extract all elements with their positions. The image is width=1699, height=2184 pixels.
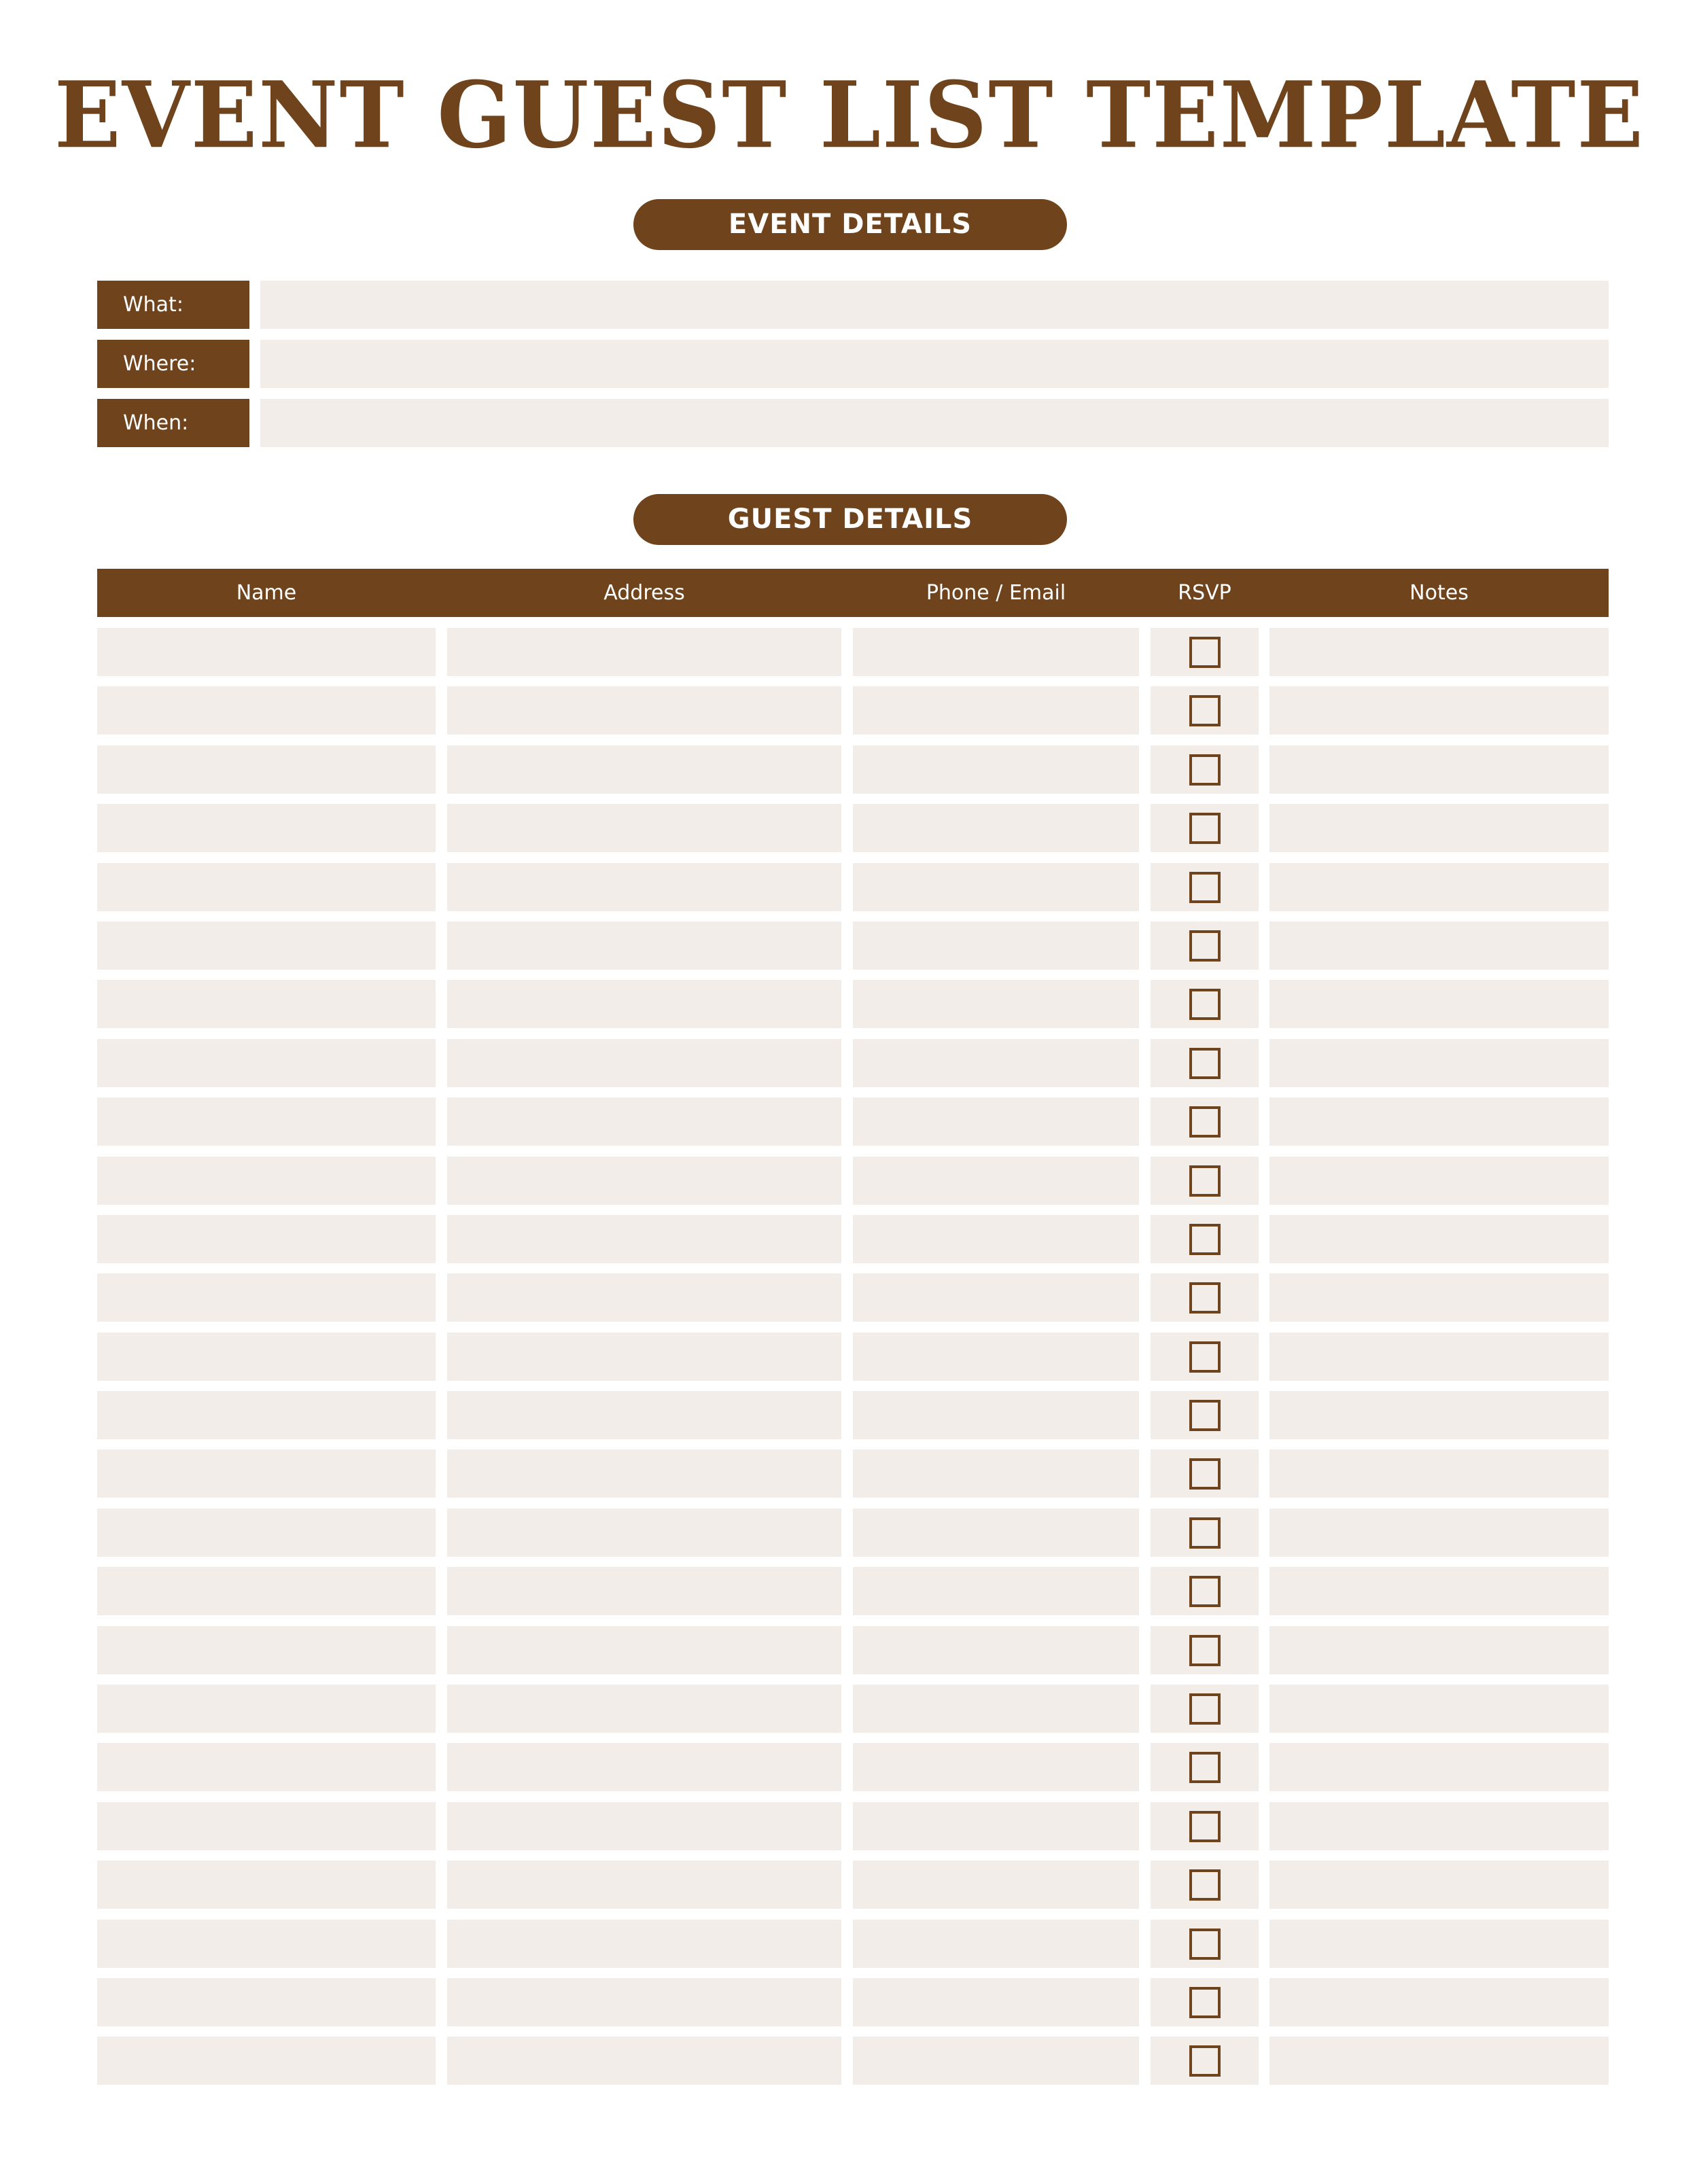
rsvp-cell [1151,1391,1259,1439]
address-cell[interactable] [447,1626,841,1674]
rsvp-cell [1151,1039,1259,1087]
phone-email-cell[interactable] [853,1333,1139,1381]
rsvp-checkbox[interactable] [1189,1752,1221,1783]
rsvp-cell [1151,1215,1259,1263]
table-row [97,1391,1609,1439]
rsvp-cell [1151,921,1259,970]
address-cell[interactable] [447,921,841,970]
rsvp-cell [1151,980,1259,1028]
rsvp-checkbox[interactable] [1189,637,1221,668]
phone-email-cell[interactable] [853,1157,1139,1205]
where-field[interactable] [260,340,1609,388]
table-row [97,1567,1609,1615]
rsvp-checkbox[interactable] [1189,1928,1221,1960]
name-cell[interactable] [97,1391,436,1439]
phone-email-cell[interactable] [853,1802,1139,1850]
notes-cell[interactable] [1269,1273,1609,1322]
address-cell[interactable] [447,1391,841,1439]
phone-email-cell[interactable] [853,2037,1139,2085]
address-cell[interactable] [447,1685,841,1733]
table-row [97,863,1609,911]
rsvp-checkbox[interactable] [1189,2045,1221,2077]
name-cell[interactable] [97,980,436,1028]
address-cell[interactable] [447,628,841,676]
table-row [97,1978,1609,2026]
name-cell[interactable] [97,863,436,911]
rsvp-checkbox[interactable] [1189,1869,1221,1901]
notes-cell[interactable] [1269,1920,1609,1968]
table-row [97,1273,1609,1322]
rsvp-cell [1151,1449,1259,1498]
notes-cell[interactable] [1269,1215,1609,1263]
address-cell[interactable] [447,1861,841,1909]
notes-cell[interactable] [1269,863,1609,911]
notes-cell[interactable] [1269,1626,1609,1674]
name-cell[interactable] [97,1861,436,1909]
notes-cell[interactable] [1269,1449,1609,1498]
detail-row-when [97,399,1609,447]
rsvp-checkbox[interactable] [1189,1048,1221,1079]
address-cell[interactable] [447,1743,841,1791]
column-header-phone-email: Phone / Email [926,581,1066,605]
notes-cell[interactable] [1269,1567,1609,1615]
name-cell[interactable] [97,1920,436,1968]
table-row [97,1626,1609,1674]
notes-cell[interactable] [1269,1333,1609,1381]
phone-email-cell[interactable] [853,1391,1139,1439]
name-cell[interactable] [97,1626,436,1674]
address-cell[interactable] [447,745,841,794]
name-cell[interactable] [97,1743,436,1791]
notes-cell[interactable] [1269,686,1609,735]
guest-table-body [97,628,1609,2096]
notes-cell[interactable] [1269,1157,1609,1205]
column-header-name: Name [236,581,297,605]
phone-email-cell[interactable] [853,1743,1139,1791]
notes-cell[interactable] [1269,1861,1609,1909]
rsvp-checkbox[interactable] [1189,1517,1221,1549]
rsvp-cell [1151,1920,1259,1968]
notes-cell[interactable] [1269,980,1609,1028]
name-cell[interactable] [97,1509,436,1557]
phone-email-cell[interactable] [853,1215,1139,1263]
guest-details-heading: GUEST DETAILS [633,494,1067,545]
rsvp-checkbox[interactable] [1189,930,1221,962]
rsvp-checkbox[interactable] [1189,1400,1221,1431]
address-cell[interactable] [447,1097,841,1146]
rsvp-cell [1151,1097,1259,1146]
rsvp-cell [1151,628,1259,676]
rsvp-cell [1151,1157,1259,1205]
table-row [97,980,1609,1028]
notes-cell[interactable] [1269,1802,1609,1850]
what-field[interactable] [260,281,1609,329]
phone-email-cell[interactable] [853,1626,1139,1674]
rsvp-cell [1151,1333,1259,1381]
notes-cell[interactable] [1269,1391,1609,1439]
name-cell[interactable] [97,1157,436,1205]
rsvp-checkbox[interactable] [1189,1635,1221,1666]
name-cell[interactable] [97,1567,436,1615]
name-cell[interactable] [97,1273,436,1322]
rsvp-cell [1151,1978,1259,2026]
name-cell[interactable] [97,1097,436,1146]
detail-row-what [97,281,1609,329]
table-row [97,1097,1609,1146]
page-title: EVENT GUEST LIST TEMPLATE [54,62,1645,169]
rsvp-checkbox[interactable] [1189,872,1221,903]
rsvp-cell [1151,745,1259,794]
notes-cell[interactable] [1269,921,1609,970]
table-row [97,2037,1609,2085]
table-row [97,804,1609,852]
phone-email-cell[interactable] [853,1978,1139,2026]
notes-cell[interactable] [1269,1685,1609,1733]
address-cell[interactable] [447,980,841,1028]
rsvp-cell [1151,1567,1259,1615]
when-label: When: [97,399,249,447]
name-cell[interactable] [97,1449,436,1498]
name-cell[interactable] [97,1215,436,1263]
rsvp-checkbox[interactable] [1189,1282,1221,1314]
address-cell[interactable] [447,1509,841,1557]
rsvp-cell [1151,1802,1259,1850]
phone-email-cell[interactable] [853,1449,1139,1498]
phone-email-cell[interactable] [853,745,1139,794]
address-cell[interactable] [447,804,841,852]
phone-email-cell[interactable] [853,980,1139,1028]
address-cell[interactable] [447,1333,841,1381]
table-row [97,745,1609,794]
phone-email-cell[interactable] [853,1567,1139,1615]
address-cell[interactable] [447,1215,841,1263]
rsvp-checkbox[interactable] [1189,695,1221,726]
table-row [97,1802,1609,1850]
name-cell[interactable] [97,1039,436,1087]
table-row [97,921,1609,970]
rsvp-checkbox[interactable] [1189,813,1221,844]
address-cell[interactable] [447,863,841,911]
detail-row-where [97,340,1609,388]
rsvp-checkbox[interactable] [1189,1576,1221,1607]
phone-email-cell[interactable] [853,863,1139,911]
address-cell[interactable] [447,1273,841,1322]
phone-email-cell[interactable] [853,628,1139,676]
address-cell[interactable] [447,1039,841,1087]
notes-cell[interactable] [1269,1097,1609,1146]
notes-cell[interactable] [1269,628,1609,676]
name-cell[interactable] [97,745,436,794]
table-row [97,1861,1609,1909]
column-header-notes: Notes [1409,581,1469,605]
rsvp-cell [1151,1743,1259,1791]
name-cell[interactable] [97,628,436,676]
rsvp-cell [1151,1509,1259,1557]
name-cell[interactable] [97,804,436,852]
table-row [97,1920,1609,1968]
phone-email-cell[interactable] [853,804,1139,852]
guest-table-header [97,569,1609,617]
rsvp-checkbox[interactable] [1189,754,1221,786]
phone-email-cell[interactable] [853,686,1139,735]
notes-cell[interactable] [1269,2037,1609,2085]
table-row [97,686,1609,735]
phone-email-cell[interactable] [853,1861,1139,1909]
rsvp-cell [1151,863,1259,911]
table-row [97,1449,1609,1498]
rsvp-cell [1151,1273,1259,1322]
rsvp-checkbox[interactable] [1189,989,1221,1020]
phone-email-cell[interactable] [853,1685,1139,1733]
address-cell[interactable] [447,1567,841,1615]
rsvp-checkbox[interactable] [1189,1987,1221,2018]
notes-cell[interactable] [1269,1039,1609,1087]
rsvp-cell [1151,1861,1259,1909]
name-cell[interactable] [97,1685,436,1733]
table-row [97,1333,1609,1381]
column-header-address: Address [603,581,685,605]
rsvp-checkbox[interactable] [1189,1165,1221,1197]
phone-email-cell[interactable] [853,1039,1139,1087]
table-row [97,1157,1609,1205]
address-cell[interactable] [447,2037,841,2085]
rsvp-checkbox[interactable] [1189,1458,1221,1490]
rsvp-checkbox[interactable] [1189,1224,1221,1255]
notes-cell[interactable] [1269,1743,1609,1791]
notes-cell[interactable] [1269,1978,1609,2026]
when-field[interactable] [260,399,1609,447]
phone-email-cell[interactable] [853,1273,1139,1322]
address-cell[interactable] [447,1157,841,1205]
rsvp-checkbox[interactable] [1189,1341,1221,1373]
rsvp-checkbox[interactable] [1189,1106,1221,1138]
column-header-rsvp: RSVP [1178,581,1231,605]
name-cell[interactable] [97,1802,436,1850]
notes-cell[interactable] [1269,804,1609,852]
phone-email-cell[interactable] [853,1509,1139,1557]
where-label: Where: [97,340,249,388]
table-row [97,1039,1609,1087]
rsvp-cell [1151,686,1259,735]
notes-cell[interactable] [1269,745,1609,794]
phone-email-cell[interactable] [853,921,1139,970]
rsvp-checkbox[interactable] [1189,1693,1221,1725]
event-details-heading: EVENT DETAILS [633,199,1067,250]
address-cell[interactable] [447,1449,841,1498]
rsvp-cell [1151,804,1259,852]
rsvp-cell [1151,2037,1259,2085]
name-cell[interactable] [97,2037,436,2085]
name-cell[interactable] [97,1978,436,2026]
phone-email-cell[interactable] [853,1097,1139,1146]
address-cell[interactable] [447,1978,841,2026]
notes-cell[interactable] [1269,1509,1609,1557]
address-cell[interactable] [447,1802,841,1850]
rsvp-cell [1151,1626,1259,1674]
table-row [97,1743,1609,1791]
table-row [97,1685,1609,1733]
name-cell[interactable] [97,921,436,970]
address-cell[interactable] [447,1920,841,1968]
address-cell[interactable] [447,686,841,735]
rsvp-cell [1151,1685,1259,1733]
table-row [97,628,1609,676]
name-cell[interactable] [97,1333,436,1381]
phone-email-cell[interactable] [853,1920,1139,1968]
rsvp-checkbox[interactable] [1189,1811,1221,1842]
table-row [97,1215,1609,1263]
name-cell[interactable] [97,686,436,735]
table-row [97,1509,1609,1557]
what-label: What: [97,281,249,329]
